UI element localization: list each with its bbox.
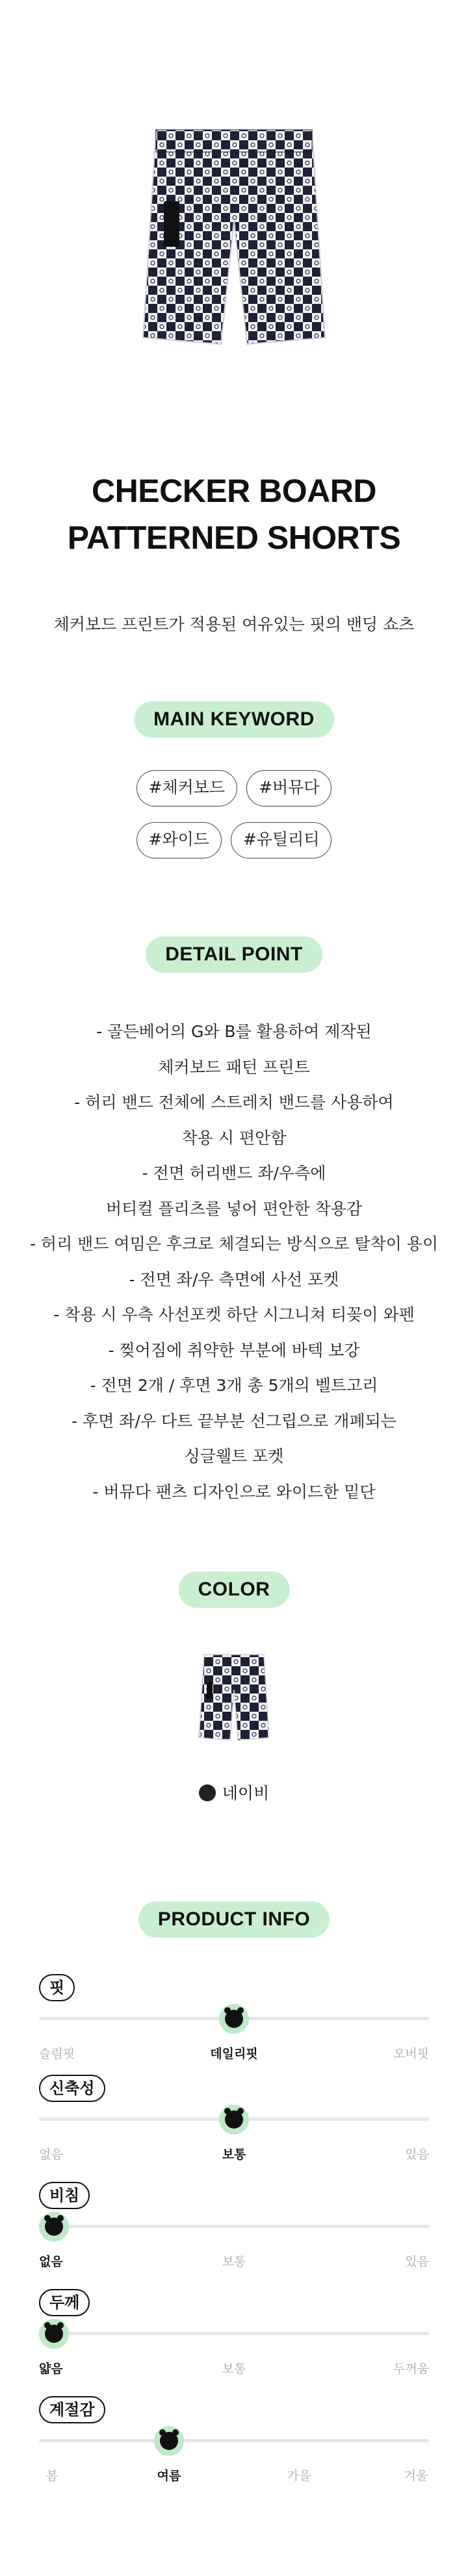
info-option: 겨울 <box>404 2469 428 2483</box>
keyword-tag: #버뮤다 <box>246 770 332 807</box>
detail-point-heading: DETAIL POINT <box>146 936 322 973</box>
bear-icon <box>39 2212 69 2242</box>
tag-row <box>0 822 468 858</box>
info-option: 있음 <box>405 2255 429 2269</box>
detail-line: 싱글웰트 포켓 <box>184 1447 284 1466</box>
info-option: 슬림핏 <box>39 2047 75 2061</box>
info-option: 없음 <box>39 2255 63 2269</box>
product-title <box>0 468 468 561</box>
color-name: 네이비 <box>222 1784 270 1803</box>
info-option: 보통 <box>222 2255 246 2269</box>
info-option: 보통 <box>222 2362 246 2376</box>
info-label: 계절감 <box>39 2396 105 2423</box>
product-info-row <box>39 2075 429 2162</box>
tag-row <box>0 770 468 807</box>
bear-icon <box>219 2004 249 2034</box>
color-option[interactable] <box>0 1781 468 1804</box>
bear-icon <box>154 2426 184 2456</box>
info-track <box>39 2225 429 2228</box>
keyword-tags <box>0 770 468 874</box>
bear-icon <box>39 2319 69 2349</box>
detail-line: 체커보드 패턴 프린트 <box>158 1057 310 1077</box>
info-track <box>39 2439 429 2442</box>
product-info-row <box>39 2182 429 2269</box>
detail-line: 착용 시 편안함 <box>181 1128 287 1147</box>
detail-line: - 버뮤다 팬츠 디자인으로 와이드한 밑단 <box>92 1482 376 1501</box>
keyword-tag: #유틸리티 <box>231 822 332 858</box>
detail-line: - 전면 좌/우 측면에 사선 포켓 <box>129 1269 339 1289</box>
detail-line: - 전면 2개 / 후면 3개 총 5개의 벨트고리 <box>90 1376 378 1395</box>
detail-point-list <box>0 1014 468 1510</box>
product-info-row <box>39 1974 429 2061</box>
detail-line: - 골든베어의 G와 B를 활용하여 제작된 <box>96 1022 372 1041</box>
info-label: 핏 <box>39 1974 75 2001</box>
detail-line: - 찢어짐에 취약한 부분에 바텍 보강 <box>108 1340 360 1360</box>
product-info-heading: PRODUCT INFO <box>138 1901 330 1938</box>
product-info-row <box>39 2289 429 2376</box>
info-label: 두께 <box>39 2289 90 2316</box>
detail-line: - 허리 밴드 전체에 스트레치 밴드를 사용하여 <box>74 1093 394 1112</box>
info-option: 얇음 <box>39 2362 63 2376</box>
detail-line: - 후면 좌/우 다트 끝부분 선그립으로 개폐되는 <box>72 1411 396 1431</box>
title-line-1: CHECKER BOARD <box>92 473 376 509</box>
bear-icon <box>219 2105 249 2134</box>
info-option: 데일리핏 <box>210 2047 258 2061</box>
info-option: 오버핏 <box>393 2047 429 2061</box>
keyword-tag: #와이드 <box>136 822 222 858</box>
main-keyword-heading: MAIN KEYWORD <box>134 701 334 738</box>
info-option: 있음 <box>405 2147 429 2162</box>
info-option: 봄 <box>46 2469 58 2483</box>
product-info-row <box>39 2396 429 2483</box>
detail-line: - 착용 시 우측 사선포켓 하단 시그니쳐 티꽂이 와펜 <box>53 1305 415 1324</box>
info-option: 없음 <box>39 2147 63 2162</box>
product-image <box>130 104 338 364</box>
info-option: 여름 <box>157 2469 181 2483</box>
info-option: 두꺼움 <box>393 2362 429 2376</box>
shorts-illustration <box>130 104 338 364</box>
info-option: 보통 <box>222 2147 246 2162</box>
detail-line: - 허리 밴드 여밈은 후크로 체결되는 방식으로 탈착이 용이 <box>29 1234 439 1253</box>
info-label: 신축성 <box>39 2075 105 2102</box>
color-swatch-image[interactable] <box>195 1648 273 1745</box>
detail-line: - 전면 허리밴드 좌/우측에 <box>142 1164 326 1182</box>
keyword-tag: #체커보드 <box>136 770 238 807</box>
color-dot <box>199 1784 216 1801</box>
product-subtitle: 체커보드 프린트가 적용된 여유있는 핏의 밴딩 쇼츠 <box>53 615 415 634</box>
info-track <box>39 2332 429 2335</box>
info-label: 비침 <box>39 2182 90 2209</box>
info-option: 가을 <box>287 2469 311 2483</box>
color-heading: COLOR <box>179 1571 290 1608</box>
title-line-2: PATTERNED SHORTS <box>67 519 401 556</box>
detail-line: 버티컬 플리츠를 넣어 편안한 착용감 <box>105 1199 363 1218</box>
